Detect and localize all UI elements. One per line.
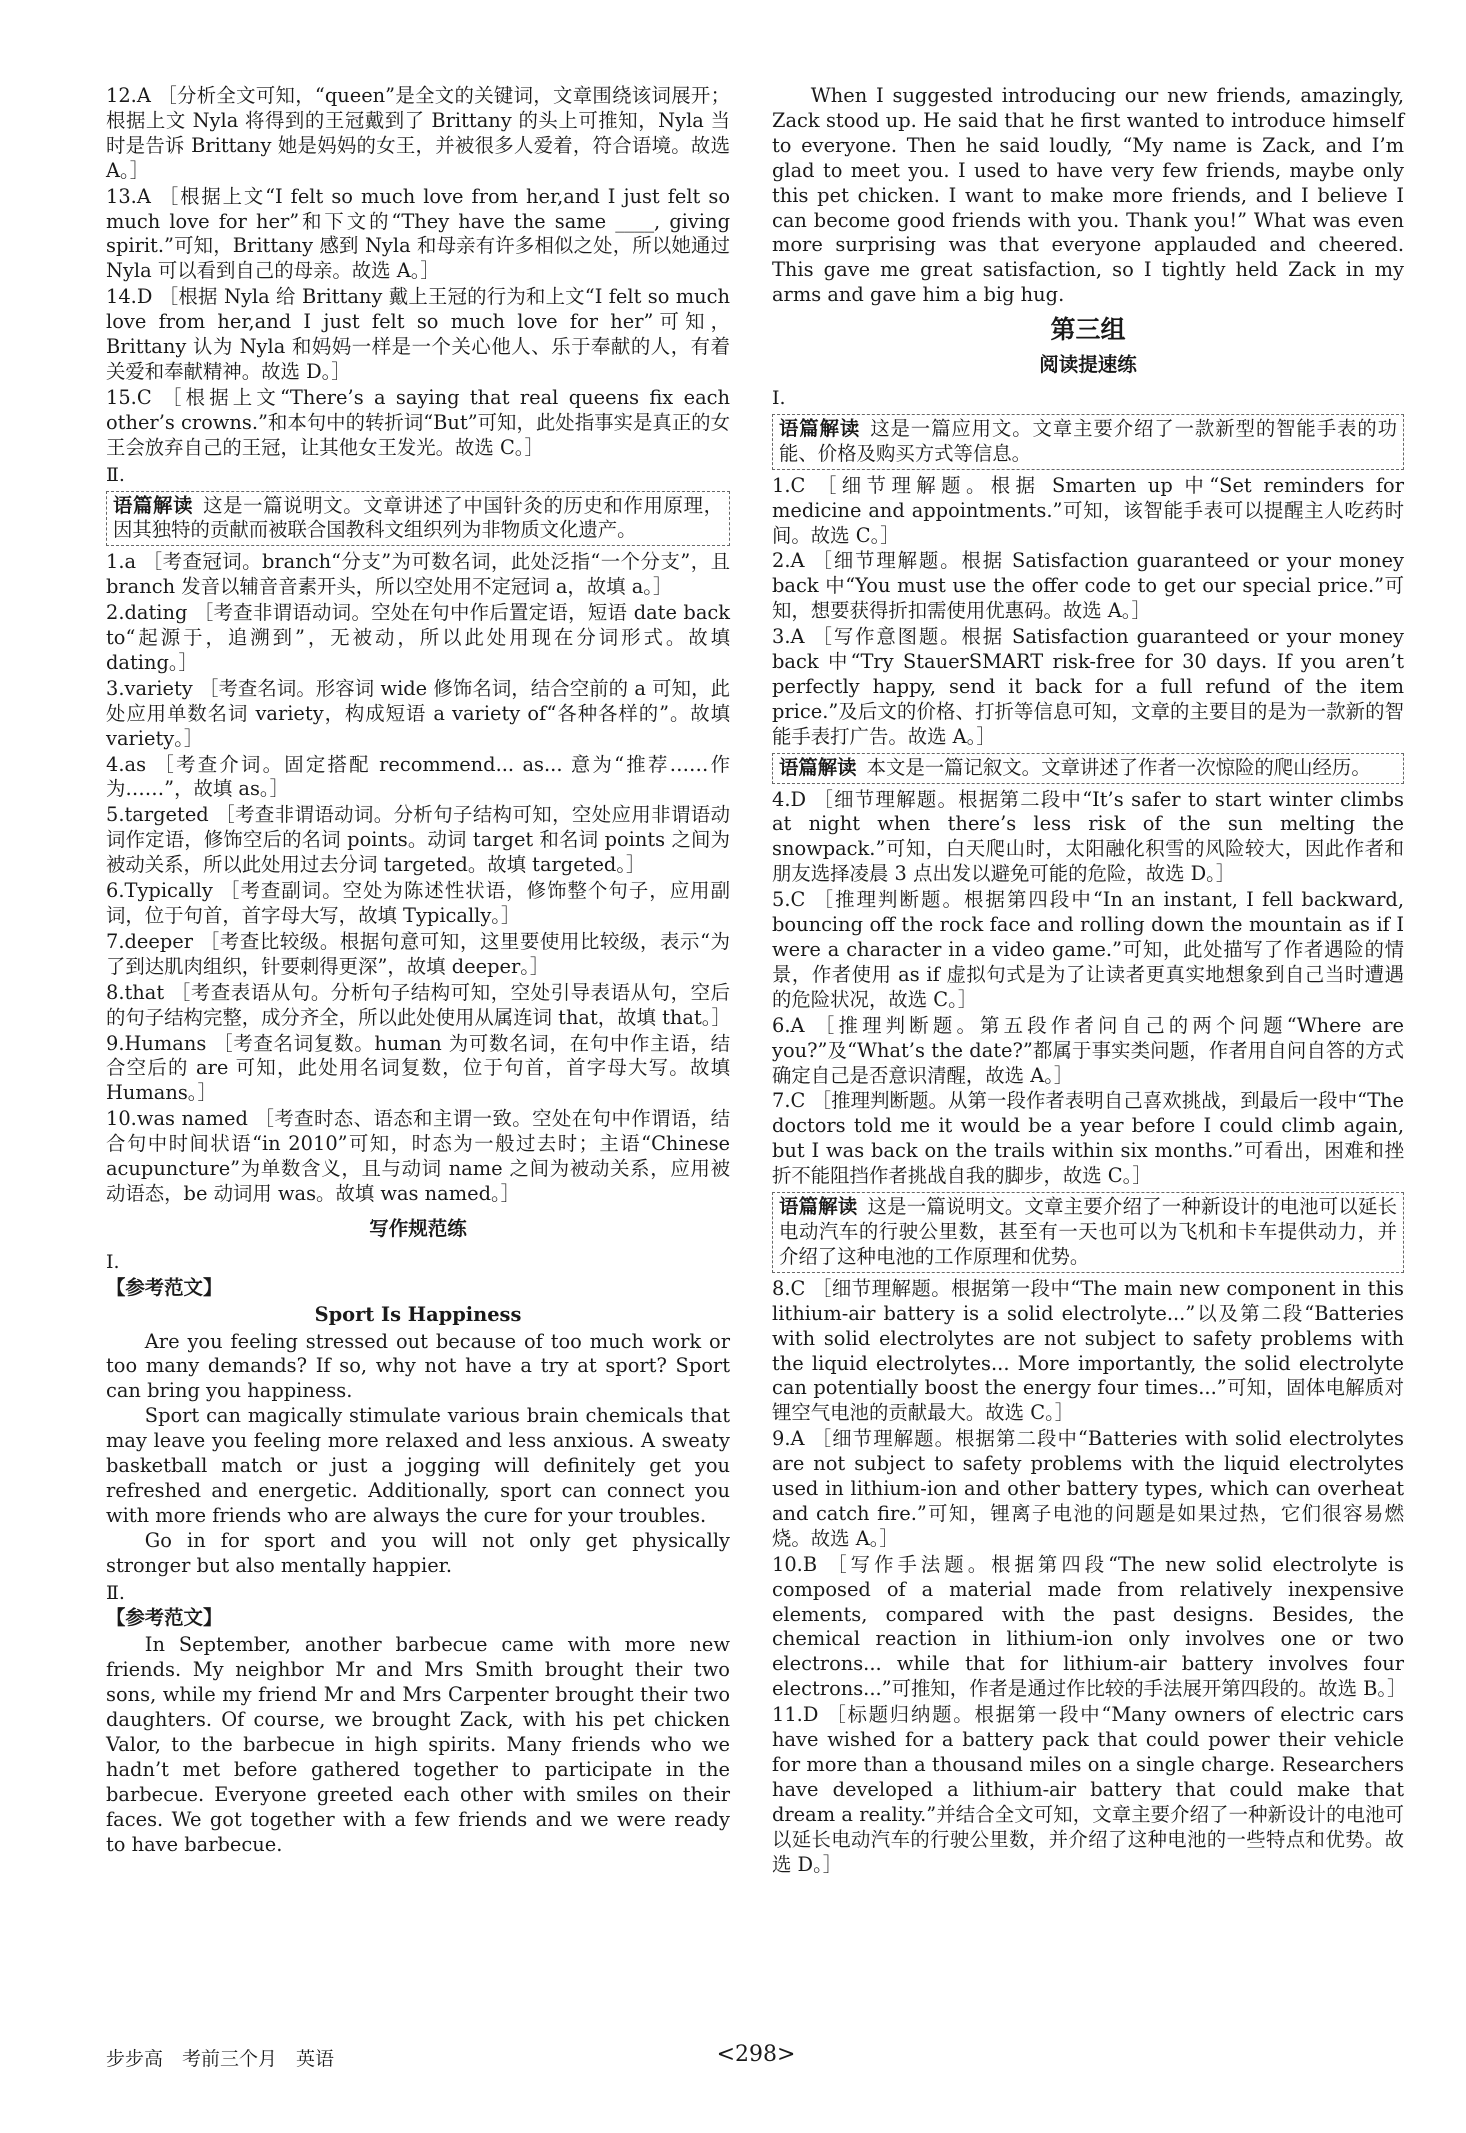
- reference-essay-label-2: 【参考范文】: [106, 1606, 223, 1630]
- answer-text: Humans ［考查名词复数。human 为可数名词，在句中作主语，结合空后的 are 可知，此处用名词复数，位于句首，首字母大写。故填 Humans。］: [106, 1031, 730, 1105]
- answer-number: 9.: [772, 1427, 791, 1451]
- page-footer: [106, 2044, 1406, 2074]
- answer-item: [106, 753, 730, 803]
- answer-number: 2.: [106, 601, 125, 625]
- writing-section-title: 写作规范练: [369, 1216, 467, 1240]
- answer-number: 1.: [772, 473, 791, 497]
- answer-number: 13.: [106, 184, 137, 208]
- answer-text: A ［分析全文可知，“queen”是全文的关键词，文章围绕该词展开；根据上文 Nyla 将得到的王冠戴到了 Brittany 的头上可推知，Nyla 当时是告诉 Brittany 她是妈妈的女王，并被很多人爱着，符合语境。故选 A。］: [106, 84, 730, 182]
- answer-item: [106, 930, 730, 980]
- answer-number: 15.: [106, 385, 137, 409]
- answer-number: 12.: [106, 84, 137, 107]
- answer-text: dating ［考查非谓语动词。空处在句中作后置定语，短语 date back to“起源于，追溯到”，无被动，所以此处用现在分词形式。故填 dating。］: [106, 601, 730, 674]
- answer-number: 3.: [106, 676, 125, 700]
- left-column: [106, 84, 730, 1858]
- answer-item: [106, 84, 730, 184]
- answer-text: as ［考查介词。固定搭配 recommend... as... 意为“推荐……作为……”，故填 as。］: [106, 752, 730, 801]
- answer-item: [106, 285, 730, 385]
- answer-list-fill: [106, 550, 730, 1207]
- page-number: <298>: [716, 2042, 796, 2067]
- writing-roman-1: Ⅰ.: [106, 1250, 120, 1273]
- answer-text: A ［推理判断题。第五段作者问自己的两个问题“Where are you?”及“What’s the date?”都属于事实类问题，作者用自问自答的方式确定自己是否意识清醒，故选 A。］: [772, 1013, 1404, 1087]
- essay-2-paragraph: In September, another barbecue came with more new friends. My neighbor Mr and Mrs Smith brought their two sons, while my friend Mr and Mrs Carpenter brought their two daughters. Of course, we brought Zack, with his pet chicken Valor, to the barbecue in high spirits. Many friends who we hadn’t met before gathered together to participate in the barbecue. Everyone greeted each other with smiles on their faces. We got together with a few friends and we were ready to have barbecue.: [106, 1633, 730, 1856]
- answer-item: [772, 888, 1404, 1013]
- essay-1-paragraph: Sport can magically stimulate various brain chemicals that may leave you feeling more relaxed and less anxious. A sweaty basketball match or just a jogging will definitely get you refreshed and energetic. Additionally, sport can connect you with more friends who are always the cure for your troubles.: [106, 1404, 730, 1527]
- passage-analysis-box: [106, 491, 730, 547]
- answer-text: C ［细节理解题。根据 Smarten up 中“Set reminders for medicine and appointments.”可知，该智能手表可以提醒主人吃药时间。故选 C。］: [772, 473, 1404, 547]
- reading-section-title: 阅读提速练: [1039, 353, 1137, 377]
- answer-list-passage-c: [772, 1276, 1407, 1878]
- answer-item: [772, 1552, 1407, 1702]
- answer-text: C ［推理判断题。从第一段作者表明自己喜欢挑战，到最后一段中“The doctors told me it would be a year before I could climb again, but I was back on the trails within six months.”可看出，困难和挫折不能阻挡作者挑战自我的脚步，故选 C。］: [772, 1089, 1404, 1188]
- answer-number: 7.: [772, 1089, 791, 1113]
- answer-number: 5.: [106, 803, 125, 827]
- essay-1-paragraph: Go in for sport and you will not only get physically stronger but also mentally happier.: [106, 1528, 730, 1577]
- passage-analysis-box-1: [772, 414, 1404, 470]
- answer-text: D ［标题归纳题。根据第一段中“Many owners of electric cars have wished for a battery pack that could power their vehicle for more than a thousand miles on a single charge. Researchers have developed a lithium-air battery that could make that dream a reality.”并结合全文可知，文章主要介绍了一种新设计的电池可以延长电动汽车的行驶公里数，并介绍了这种电池的一些特点和优势。故选 D。］: [772, 1703, 1404, 1876]
- answer-text: was named ［考查时态、语态和主谓一致。空处在句中作谓语，结合句中时间状语“in 2010”可知，时态为一般过去时；主语“Chinese acupuncture”为单数含义，且与动词 name 之间为被动关系，应用被动语态，be 动词用 was。故填 was named。］: [106, 1107, 730, 1205]
- answer-text: C ［推理判断题。根据第四段中“In an instant, I fell backward, bouncing off the rock face and rolling down the mountain as if I were a character in a video game.”可知，此处描写了作者遇险的情景，作者使用 as if 虚拟句式是为了让读者更真实地想象到自己当时遭遇的危险状况，故选 C。］: [772, 888, 1404, 1011]
- answer-text: D ［细节理解题。根据第二段中“It’s safer to start winter climbs at night when there’s less risk of the sun melting the snowpack.”可知，白天爬山时，太阳融化积雪的风险较大，因此作者和朋友选择凌晨 3 点出发以避免可能的危险，故选 D。］: [772, 787, 1404, 886]
- answer-number: 4.: [106, 752, 125, 776]
- answer-item: [106, 1032, 730, 1107]
- answer-text: targeted ［考查非谓语动词。分析句子结构可知，空处应用非谓语动词作定语，修饰空后的名词 points。动词 target 和名词 points 之间为被动关系，所以此处用过去分词 targeted。故填 targeted。］: [106, 803, 730, 877]
- answer-item: [772, 1277, 1404, 1426]
- answer-number: 9.: [106, 1031, 125, 1055]
- right-column: [772, 84, 1407, 1879]
- answer-item: [772, 1703, 1404, 1877]
- answer-number: 5.: [772, 888, 791, 912]
- answer-item: [772, 1014, 1404, 1089]
- answer-item: [106, 879, 730, 929]
- answer-number: 1.: [106, 550, 125, 574]
- answer-text: A ［细节理解题。根据 Satisfaction guaranteed or your money back 中“You must use the offer code to get our special price.”可知，想要获得折扣需使用优惠码。故选 A。］: [772, 549, 1404, 623]
- answer-item: [106, 550, 730, 600]
- answer-text: C ［细节理解题。根据第一段中“The main new component in this lithium-air battery is a solid electrolyte...”以及第二段“Batteries with solid electrolytes are not subject to safety problems with the liquid electrolytes... More importantly, the solid electrolyte can potentially boost the energy four times...”可知，固体电解质对锂空气电池的贡献最大。故选 C。］: [772, 1276, 1404, 1425]
- answer-item: [772, 788, 1404, 888]
- passage-analysis-box-2: [772, 753, 1404, 784]
- passage-analysis-tag: 语篇解读: [779, 416, 861, 440]
- passage-analysis-text: 这是一篇说明文。文章讲述了中国针灸的历史和作用原理，因其独特的贡献而被联合国教科文组织列为非物质文化遗产。: [113, 493, 724, 542]
- answer-list-passage-a: [772, 474, 1404, 750]
- passage-analysis-text: 这是一篇应用文。文章主要介绍了一款新型的智能手表的功能、价格及购买方式等信息。: [779, 416, 1397, 465]
- group-title: 第三组: [1050, 315, 1126, 345]
- answer-number: 4.: [772, 787, 791, 811]
- passage-analysis-tag: 语篇解读: [779, 1195, 858, 1219]
- essay-2-continuation: When I suggested introducing our new friends, amazingly, Zack stood up. He said that he first wanted to introduce himself to everyone. Then he said loudly, “My name is Zack, and I’m glad to meet you. I used to have very few friends, maybe only this pet chicken. I want to make more friends, and I believe I can become good friends with you. Thank you!” What was even more surprising was that everyone applauded and cheered. This gave me great satisfaction, so I tightly held Zack in my arms and gave him a big hug.: [772, 84, 1404, 307]
- answer-item: [106, 1107, 730, 1207]
- book-series-label: 步步高 考前三个月 英语: [106, 2048, 335, 2070]
- answer-list-passage-b: [772, 788, 1404, 1190]
- answer-item: [106, 386, 730, 461]
- answer-item: [106, 981, 730, 1031]
- writing-roman-2: Ⅱ.: [106, 1581, 125, 1604]
- essay-1-paragraph: Are you feeling stressed out because of too much work or too many demands? If so, why not have a try at sport? Sport can bring you happiness.: [106, 1329, 730, 1403]
- answer-text: B ［写作手法题。根据第四段“The new solid electrolyte is composed of a material made from relatively inexpensive elements, compared with the past designs. Besides, the chemical reaction in lithium-ion only involves one or two electrons... while that for lithium-air battery involves four electrons...”可推知，作者是通过作比较的手法展开第四段的。故选 B。］: [772, 1552, 1407, 1701]
- answer-text: C ［根据上文“There’s a saying that real queens fix each other’s crowns.”和本句中的转折词“But”可知，此处指事实是真正的女王会放弃自己的王冠，让其他女王发光。故选 C。］: [106, 385, 730, 459]
- answer-text: A ［写作意图题。根据 Satisfaction guaranteed or your money back 中“Try StauerSMART risk-free for 30 days. If you aren’t perfectly happy, send it back for a full refund of the item price.”及后文的价格、打折等信息可知，文章的主要目的是为一款新的智能手表打广告。故选 A。］: [772, 625, 1404, 748]
- essay-title: Sport Is Happiness: [314, 1302, 522, 1326]
- answer-item: [772, 1089, 1404, 1189]
- reference-essay-label-1: 【参考范文】: [106, 1275, 223, 1299]
- passage-analysis-box-3: [772, 1192, 1404, 1273]
- answer-text: that ［考查表语从句。分析句子结构可知，空处引导表语从句，空后的句子结构完整，成分齐全，所以此处使用从属连词 that，故填 that。］: [106, 980, 731, 1029]
- answer-number: 6.: [106, 879, 125, 903]
- essay-1: [106, 1330, 730, 1579]
- passage-analysis-text: 这是一篇说明文。文章主要介绍了一种新设计的电池可以延长电动汽车的行驶公里数，甚至有一天也可以为飞机和卡车提供动力，并介绍了这种电池的工作原理和优势。: [779, 1195, 1398, 1268]
- answer-item: [106, 601, 730, 676]
- answer-text: variety ［考查名词。形容词 wide 修饰名词，结合空前的 a 可知，此处应用单数名词 variety，构成短语 a variety of“各种各样的”。故填 variety。］: [106, 676, 730, 750]
- answer-number: 8.: [772, 1276, 791, 1300]
- passage-analysis-text: 本文是一篇记叙文。文章讲述了作者一次惊险的爬山经历。: [866, 755, 1371, 779]
- answer-item: [106, 185, 730, 285]
- answer-text: a ［考查冠词。branch“分支”为可数名词，此处泛指“一个分支”，且 branch 发音以辅音音素开头，所以空处用不定冠词 a，故填 a。］: [106, 550, 730, 599]
- section-roman-2: Ⅱ.: [106, 463, 125, 486]
- answer-number: 2.: [772, 549, 791, 573]
- answer-text: A ［根据上文“I felt so much love from her,and I just felt so much love for her”和下文的“They have the same ____, giving spirit.”可知，Brittany 感到 Nyla 和母亲有许多相似之处，所以她通过 Nyla 可以看到自己的母亲。故选 A。］: [106, 184, 730, 283]
- answer-item: [106, 677, 730, 752]
- answer-number: 14.: [106, 285, 137, 309]
- answer-number: 8.: [106, 980, 125, 1004]
- answer-item: [772, 625, 1404, 750]
- answer-text: Typically ［考查副词。空处为陈述性状语，修饰整个句子，应用副词，位于句首，首字母大写，故填 Typically。］: [106, 879, 730, 927]
- answer-text: D ［根据 Nyla 给 Brittany 戴上王冠的行为和上文“I felt so much love from her,and I just felt so much love for her”可知，Brittany 认为 Nyla 和妈妈一样是一个关心他人、乐于奉献的人，有着关爱和奉献精神。故选 D。］: [106, 285, 730, 383]
- answer-list-cloze: [106, 84, 730, 461]
- answer-text: deeper ［考查比较级。根据句意可知，这里要使用比较级，表示“为了到达肌肉组织，针要刺得更深”，故填 deeper。］: [106, 929, 730, 978]
- answer-number: 10.: [106, 1107, 137, 1131]
- answer-number: 10.: [772, 1552, 803, 1576]
- answer-item: [772, 549, 1404, 624]
- answer-number: 11.: [772, 1703, 803, 1727]
- answer-item: [106, 803, 730, 878]
- passage-analysis-tag: 语篇解读: [113, 493, 194, 517]
- reading-roman-1: Ⅰ.: [772, 386, 786, 409]
- answer-item: [772, 474, 1404, 549]
- answer-number: 3.: [772, 625, 791, 649]
- answer-number: 6.: [772, 1013, 791, 1037]
- passage-analysis-tag: 语篇解读: [779, 755, 857, 779]
- answer-item: [772, 1427, 1404, 1552]
- answer-text: A ［细节理解题。根据第二段中“Batteries with solid electrolytes are not subject to safety problems with the liquid electrolytes used in lithium-ion and other battery types, which can overheat and catch fire.”可知，锂离子电池的问题是如果过热，它们很容易燃烧。故选 A。］: [772, 1427, 1404, 1550]
- answer-number: 7.: [106, 929, 125, 953]
